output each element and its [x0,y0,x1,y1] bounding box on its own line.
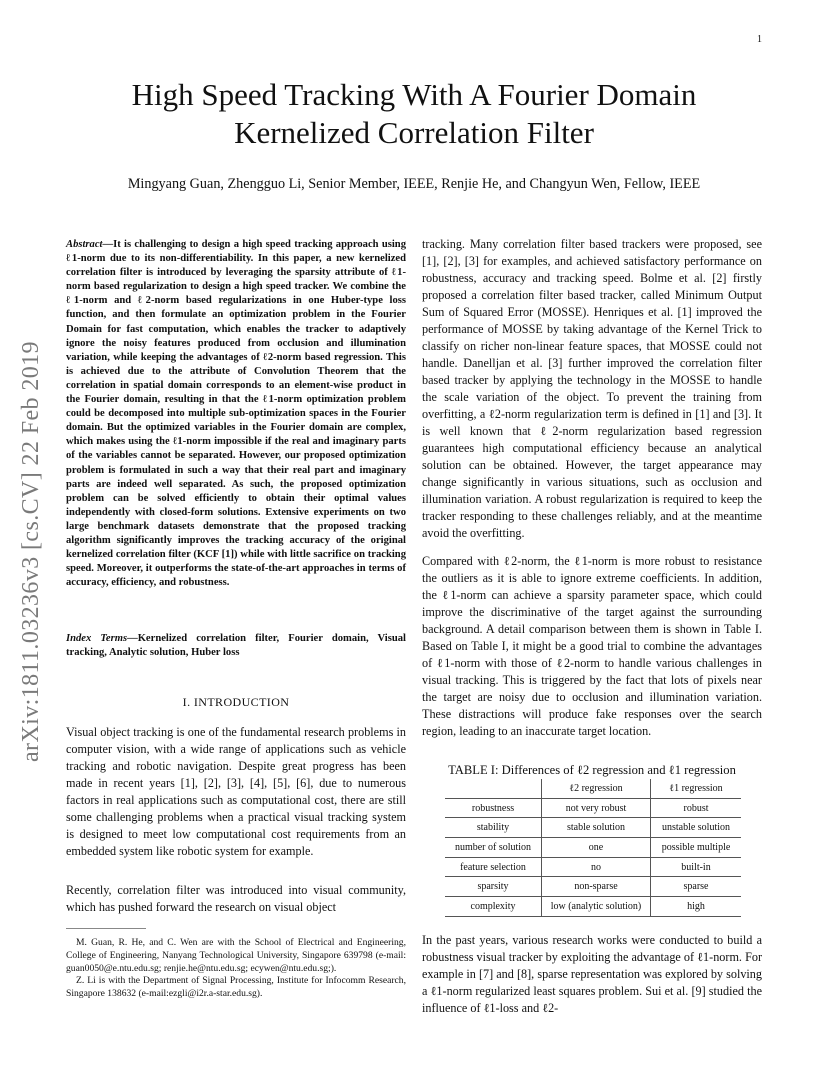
abstract [66,238,406,590]
paper-title: High Speed Tracking With A Fourier Domain Kernelized Correlation Filter [131,77,697,150]
arxiv-identifier-text: arXiv:1811.03236v3 [cs.CV] 22 Feb 2019 [18,341,44,762]
right-paragraph-3: In the past years, various research works were conducted to build a robustness visual tracker by exploiting the advantage of ℓ1-norm. For example in [7] and [8], sparse representation was explored by solving a ℓ1-norm regularized least squares problem. Sui et al. [9] studied the influence of ℓ1-loss and ℓ2- [422,933,762,1015]
intro-paragraph-2: Recently, correlation filter was introduced into visual community, which has pushed forward the research on visual object [66,883,406,914]
footnote-affiliation-1: M. Guan, R. He, and C. Wen are with the School of Electrical and Engineering, College of Engineering, Nanyang Technological University, Singapore 639798 (e-mail: guan0050@e.ntu.edu.sg; renjie.he@ntu.edu.sg; ecywen@ntu.edu.sg;). [66,937,406,974]
table-cell: sparse [651,877,742,897]
table-cell: robust [651,798,742,818]
author-list: Mingyang Guan, Zhengguo Li, Senior Member, IEEE, Renjie He, and Changyun Wen, Fellow, IEEE [127,176,701,192]
table-cell: high [651,897,742,917]
table-row [445,897,741,917]
right-paragraph-2: Compared with ℓ2-norm, the ℓ1-norm is more robust to resistance the outliers as it is able to ignore extreme coefficients. In addition, the ℓ1-norm can achieve a sparsity parameter space, which could improve the discriminative of the target against the surrounding background. A detail comparison between them is shown in Table I. Based on Table I, it might be a good trial to combine the advantages of ℓ1-norm with those of ℓ2-norm to handle various challenges in visual tracking. This is triggered by the fact that lots of pixels near the target are noisy due to occlusion and illumination variation. These distractions will produce fake responses over the search region, leading to an inaccurate target location. [422,554,762,738]
footnotes [66,937,406,1001]
table-cell: one [542,838,651,858]
table-row [445,857,741,877]
footnote-divider [66,928,146,929]
table-cell: stability [445,818,542,838]
table-cell: feature selection [445,857,542,877]
table-cell: robustness [445,798,542,818]
index-terms [66,632,406,660]
abstract-text: —It is challenging to design a high speed tracking approach using ℓ1-norm due to its non-differentiability. In this paper, a new kernelized correlation filter is introduced by leveraging the sparsity attribute of ℓ1-norm based regularization to design a high speed tracker. We combine the ℓ1-norm and ℓ2-norm based regularizations in one Huber-type loss function, and then formulate an optimization problem in the Fourier Domain for fast computation, which enables the tracker to adaptively ignore the noisy features produced from occlusion and illumination variation, while keeping the advantages of ℓ2-norm based regression. This is achieved due to the attribute of Convolution Theorem that the correlation in spatial domain corresponds to an element-wise product in the Fourier domain, resulting in that the ℓ1-norm optimization problem could be decomposed into multiple sub-optimization spaces in the Fourier domain. But the optimized variables in the Fourier domain are complex, which makes using the ℓ1-norm impossible if the real and imaginary parts of the variables cannot be separated. However, our proposed optimization problem is formulated in such a way that their real part and imaginary parts are indeed well separated. As such, the proposed optimization problem can be solved efficiently to obtain their optimal values independently with closed-form solutions. Extensive experiments on two large benchmark datasets demonstrate that the proposed tracking algorithm significantly improves the tracking accuracy of the original kernelized correlation filter (KCF [1]) while with little sacrifice on tracking speed. Moreover, it outperforms the state-of-the-art approaches in terms of accuracy, efficiency, and robustness. [66,239,406,589]
table-header-cell: ℓ1 regression [651,779,742,798]
table-cell: built-in [651,857,742,877]
arxiv-identifier-watermark[interactable] [18,292,46,762]
table-cell: possible multiple [651,838,742,858]
table-cell: no [542,857,651,877]
table-header-cell [445,779,542,798]
right-paragraph-1: tracking. Many correlation filter based trackers were proposed, see [1], [2], [3] for examples, and achieved satisfactory performance on robustness, accuracy and tracking speed. Bolme et al. [2] firstly proposed a correlation filter based tracker, called Minimum Output Sum of Squared Error (MOSSE). Henriques et al. [1] improved the performance of MOSSE by taking advantage of the Kernel Trick to classify on richer non-linear feature spaces, that MOSSE could not handle. Danelljan et al. [3] further improved the correlation filter based tracker by applying the technology in the MOSSE to handle the scale variation of the object. To prevent the training from overfitting, a ℓ2-norm regularization term is defined in [1] and [3]. It is well known that ℓ2-norm regularization based regression guarantees high computational efficiency because an analytical solution can be obtained. However, the target appearance may change significantly in various situations, such as occlusion and illumination variation. A robust regularization is required to keep the tracker responding to these challenges reliably, and at the meantime avoid the overfitting. [422,237,762,540]
table-header-cell: ℓ2 regression [542,779,651,798]
table-cell: unstable solution [651,818,742,838]
table-cell: not very robust [542,798,651,818]
table-cell: sparsity [445,877,542,897]
index-terms-label: Index Terms [66,633,128,644]
table-row [445,818,741,838]
abstract-label: Abstract [66,239,103,250]
comparison-table [445,779,741,917]
index-terms-text: —Kernelized correlation filter, Fourier domain, Visual tracking, Analytic solution, Huber loss [66,633,406,659]
table-header-row [445,779,741,798]
table-row [445,877,741,897]
footnote-affiliation-2: Z. Li is with the Department of Signal Processing, Institute for Infocomm Research, Singapore 138632 (e-mail:ezgli@i2r.a-star.edu.sg). [66,975,406,1000]
table-cell: complexity [445,897,542,917]
section-heading-introduction: I. INTRODUCTION [182,695,290,709]
table-caption: TABLE I: Differences of ℓ2 regression and ℓ1 regression [448,763,736,777]
table-cell: number of solution [445,838,542,858]
table-cell: non-sparse [542,877,651,897]
table-row [445,798,741,818]
table-row [445,838,741,858]
table-cell: low (analytic solution) [542,897,651,917]
intro-paragraph-1: Visual object tracking is one of the fundamental research problems in computer vision, with a wide range of applications such as vehicle tracking and robotic navigation. Despite great progress has been made in recent years [1], [2], [3], [4], [5], [6], due to numerous factors in real applications such as computational cost, there are still some challenging problems when a practical visual tracking system is designed to meet low computational cost requirements from an embedded system like robotic system for example. [66,725,406,858]
table-cell: stable solution [542,818,651,838]
page-number: 1 [757,34,762,45]
